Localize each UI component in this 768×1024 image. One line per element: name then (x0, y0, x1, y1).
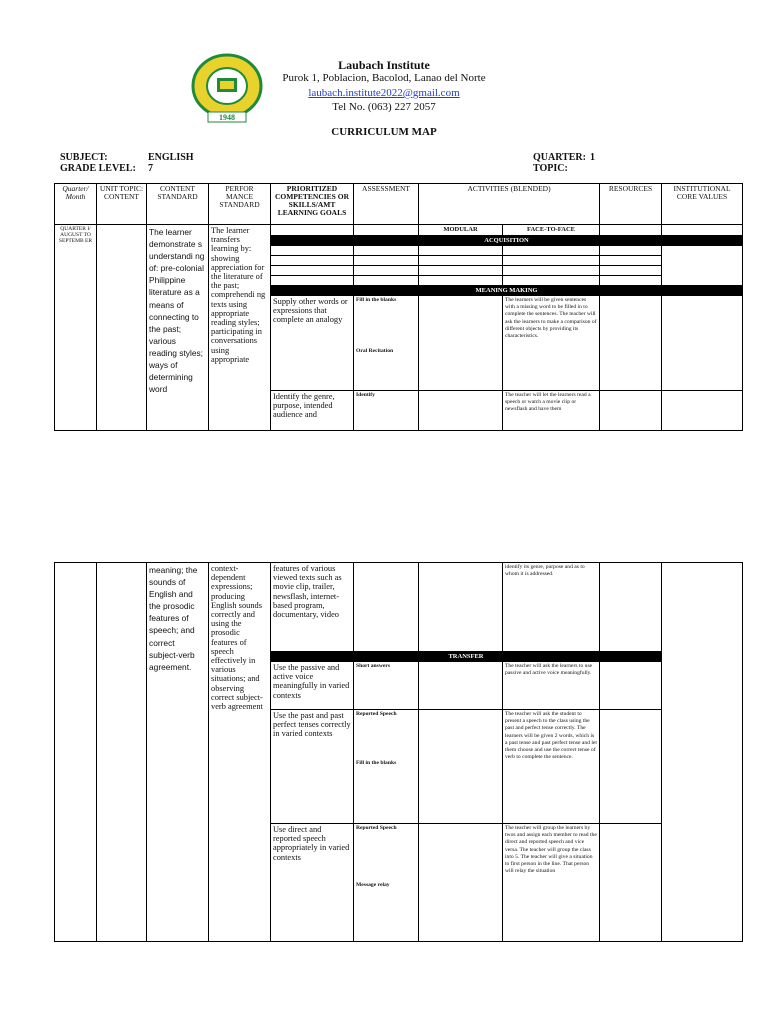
modular-header: MODULAR (419, 225, 503, 236)
face-to-face-header: FACE-TO-FACE (503, 225, 600, 236)
unit-topic-cell (97, 225, 147, 431)
activity-analogy: The learners will be given sentences with a missing word to be filled in to complete the sentences. The teacher will ask the learners to make a comparison of different objects by providing its characteristics. (503, 296, 600, 391)
col-activities: ACTIVITIES (BLENDED) (419, 184, 600, 225)
competency-passive-active: Use the passive and active voice meaningfully in varied contexts (271, 662, 354, 710)
institute-address: Purok 1, Poblacion, Bacolod, Lanao del Norte (282, 72, 486, 84)
assessment-identify: Identify (354, 391, 419, 431)
col-assessment: ASSESSMENT (354, 184, 419, 225)
logo-year: 1948 (219, 113, 235, 122)
curriculum-map-table-page1 (54, 183, 743, 431)
col-content-standard: CONTENT STANDARD (147, 184, 209, 225)
assessment-fill-blanks-2: Fill in the blanks (356, 760, 397, 767)
assessment-reported-speech: Reported Speech (356, 711, 397, 717)
assessment-message-relay: Message relay (356, 882, 390, 889)
institute-telephone: Tel No. (063) 227 2057 (332, 101, 436, 113)
transfer-bar: TRANSFER (271, 652, 662, 662)
performance-standard-cont: context-dependent expressions; producing English sounds correctly and using the prosodic features of speech effectively in various situations; and observing correct subject-verb agreement (209, 563, 271, 942)
assessment-oral-recitation: Oral Recitation (356, 348, 394, 355)
col-performance-standard: PERFOR MANCE STANDARD (209, 184, 271, 225)
grade-level-value: 7 (148, 163, 153, 174)
table-header-row (55, 184, 743, 225)
activity-passive-active: The teacher will ask the learners to use passive and active voice meaningfully. (503, 662, 600, 710)
activity-genre: The teacher will let the learners read a speech or watch a movie clip or newsflash and have them (503, 391, 600, 431)
col-unit-topic: UNIT TOPIC: CONTENT (97, 184, 147, 225)
col-competencies: PRIORITIZED COMPETENCIES OR SKILLS/AMT LEARNING GOALS (271, 184, 354, 225)
document-title: CURRICULUM MAP (331, 126, 437, 138)
col-resources: RESOURCES (600, 184, 662, 225)
competency-direct-reported: Use direct and reported speech appropriately in varied contexts (271, 824, 354, 942)
competency-genre: Identify the genre, purpose, intended audience and (271, 391, 354, 431)
col-quarter-month: Quarter/ Month (55, 184, 97, 225)
content-standard-cont: meaning; the sounds of English and the prosodic features of speech; and correct subject-verb agreement. (147, 563, 209, 942)
quarter-value: 1 (590, 152, 595, 163)
competency-past-tenses: Use the past and past perfect tenses correctly in varied contexts (271, 710, 354, 824)
curriculum-map-table-page2 (54, 562, 743, 942)
competency-analogy: Supply other words or expressions that complete an analogy (271, 296, 354, 391)
acquisition-bar: ACQUISITION (271, 236, 743, 246)
institute-email-link[interactable]: laubach.institute2022@gmail.com (308, 87, 460, 99)
assessment-reported-speech-2: Reported Speech (356, 825, 397, 831)
performance-standard-cell: The learner transfers learning by: showing appreciation for the literature of the past; comprehendi ng texts using appropriate reading styles; participating in conversations using appropriate (209, 225, 271, 431)
col-core-values: INSTITUTIONAL CORE VALUES (662, 184, 743, 225)
quarter-cell: QUARTER I/ AUGUST TO SEPTEMB ER (55, 225, 97, 431)
content-standard-cell: The learner demonstrate s understandi ng of: pre-colonial Philippine literature as a means of connecting to the past; various reading styles; ways of determining word (147, 225, 209, 431)
grade-level-label: GRADE LEVEL: (60, 163, 136, 174)
competency-viewed-texts: features of various viewed texts such as movie clip, trailer, newsflash, internet-based program, documentary, video (271, 563, 354, 652)
subject-label: SUBJECT: (60, 152, 108, 163)
quarter-label: QUARTER: (533, 152, 586, 163)
institute-name: Laubach Institute (338, 58, 430, 72)
activity-genre-cont: identify its genre, purpose and as to whom it is addressed. (503, 563, 600, 652)
assessment-fill-blanks: Fill in the blanks (356, 297, 397, 303)
activity-direct-reported: The teacher will group the learners by twos and assign each member to read the direct and reported speech and vice versa. The teacher will group the class into 5. The teacher will give a situation to first person in the line. That person will relay the situation (503, 824, 600, 942)
meaning-making-bar: MEANING MAKING (271, 286, 743, 296)
activity-past-tenses: The teacher will ask the student to present a speech to the class using the past and perfect tense correctly. The learners will be given 2 words, which is a past tense and past perfect tense and let them choose and use the correct tense of verb to complete the sentence. (503, 710, 600, 824)
topic-label: TOPIC: (533, 163, 568, 174)
subject-value: ENGLISH (148, 152, 194, 163)
assessment-short-answers: Short answers (354, 662, 419, 710)
